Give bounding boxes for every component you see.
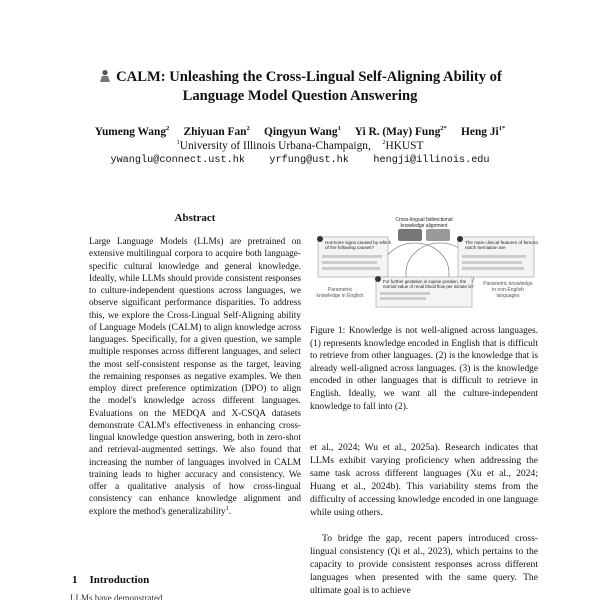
svg-text:The main clinical features of: The main clinical features of femoral [465,240,538,245]
title-line-1: CALM: Unleashing the Cross-Lingual Self-Aligning Ability of [116,69,502,85]
svg-text:Hormone signs caused by which: Hormone signs caused by which [325,240,392,245]
body-paragraph: To bridge the gap, recent papers introduced cross-lingual consistency (Qi et al., 2023), which pertains to the capacity to provide consistent responses across different languages when presented with the same query. The ultimate goal is to achieve [310,533,538,597]
svg-text:knowledge in English: knowledge in English [316,293,364,299]
svg-text:in non-English: in non-English [492,287,524,293]
section-heading: 1 Introduction [72,574,150,586]
title-line-2: Language Model Question Answering [182,88,418,104]
figure-1 [310,215,538,310]
fig-top-label-2: knowledge alignment [400,223,448,229]
author: Zhiyuan Fan$^2$ [183,125,250,138]
marker-2 [375,276,381,282]
email[interactable]: ywanglu@connect.ust.hk [110,155,245,166]
cut-off-text: LLMs have demonstrated... [70,593,170,600]
body-paragraph: et al., 2024; Wu et al., 2025a). Research indicates that LLMs exhibit varying proficiency when addressing the same task across different languages (Xu et al., 2024; Huang et al., 2024b). This variability stems from the difficulty of accessing knowledge encoded in one language while using others. [310,442,538,519]
email[interactable]: hengji@illinois.edu [373,155,490,166]
author: Qingyun Wang$^1$ [264,125,341,138]
svg-text:Parametric knowledge: Parametric knowledge [483,281,533,287]
author: Yi R. (May) Fung$^{2*}$ [354,125,447,138]
svg-text:languages: languages [496,293,520,299]
abstract-heading: Abstract [174,212,216,224]
author-list [40,126,560,138]
abstract-body: Large Language Models (LLMs) are pretrained on extensive multilingual corpora to acquire both language-specific cultural knowledge and general knowledge. Ideally, while LLMs should provide consistent responses to culture-independent questions across languages, we observe significant performance disparities. To address this, we explore the Cross-Lingual Self-Aligning ability of Language Models (CALM) to align knowledge across languages. Specifically, for a given question, we sample multiple responses across different languages, and select the most self-consistent response as the target, leaving the remaining responses as negative examples. We then employ direct preference optimization (DPO) to align the model's knowledge across different languages. Evaluations on the MEDQA and X-CSQA datasets demonstrate CALM's effectiveness in enhancing cross-lingual knowledge question answering, both in zero-shot and retrieval-augmented settings. We also found that increasing the number of languages involved in CALM training leads to higher accuracy and consistency. We offer a qualitative analysis of how cross-lingual consistency can enhance knowledge alignment and explore the method's generalizability$^1$. [89,237,301,517]
marker-1 [317,236,323,242]
emails [40,155,560,166]
translator-icon [426,229,450,241]
svg-text:normal value of renal blood fl: normal value of renal blood flow per minute is? [383,284,474,289]
svg-text:of the following causes?: of the following causes? [325,245,375,250]
svg-text:For further gestation in supin: For further gestation in supine position, the [383,279,467,284]
footnote-mark[interactable]: 1 [225,504,229,512]
fig-top-label-1: Cross-lingual bidirectional [395,217,453,223]
svg-text:Parametric: Parametric [327,287,353,293]
author: Yumeng Wang$^2$ [94,125,170,138]
marker-3 [457,236,463,242]
calm-logo-icon [98,69,112,83]
affiliations: $^1$University of Illinois Urbana-Champaign, $^2$HKUST [176,139,424,152]
author: Heng Ji$^{1*}$ [461,125,506,138]
svg-text:notch herniation are: notch herniation are [465,245,506,250]
figure-caption: Figure 1: Knowledge is not well-aligned across languages. (1) represents knowledge encoded in English that is difficult to retrieve from other languages. (2) is the knowledge that is already well-aligned across languages. (3) is the knowledge encoded in other languages that is difficult to retrieve in English. Ideally, we want all the culture-independent knowledge to fall into (2). [310,326,538,412]
translator-icon [398,229,422,241]
paper-title [40,68,560,106]
email[interactable]: yrfung@ust.hk [269,155,349,166]
abstract-text: Large Language Models (LLMs) are pretrained on extensive multilingual corpora to acquire both language-specific cultural knowledge and general knowledge. Ideally, while LLMs should provide consistent responses to culture-independent questions across languages, we observe significant performance disparities. To address this, we explore the Cross-Lingual Self-Aligning ability of Language Models (CALM) to align knowledge across languages. Specifically, for a given question, we sample multiple responses across different languages, and select the most self-consistent response as the target, leaving the remaining responses as negative examples. We then employ direct preference optimization (DPO) to align the model's knowledge across different languages. Evaluations on the MEDQA and X-CSQA datasets demonstrate CALM's effectiveness in enhancing cross-lingual knowledge question answering, both in zero-shot and retrieval-augmented settings. We also found that increasing the number of languages involved in CALM training leads to higher accuracy and consistency. We offer a qualitative analysis of how cross-lingual consistency can enhance knowledge alignment and explore the method's generalizability [89,237,301,517]
